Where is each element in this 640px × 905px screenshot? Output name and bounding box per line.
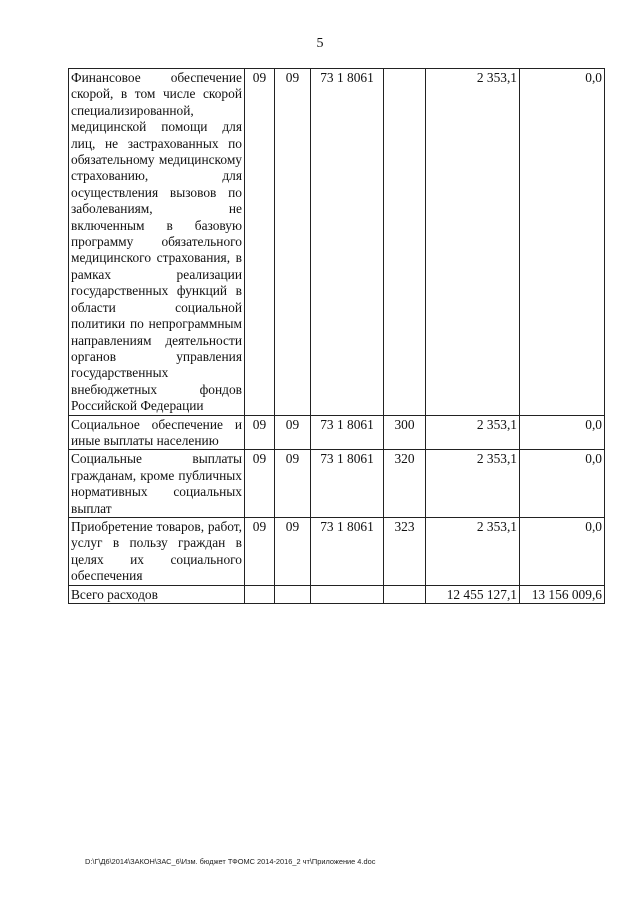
target-article-code: 73 1 8061 bbox=[311, 415, 384, 450]
budget-table bbox=[68, 68, 605, 604]
empty-cell bbox=[384, 585, 426, 603]
expense-type-code: 320 bbox=[384, 450, 426, 518]
table-row bbox=[69, 415, 605, 450]
row-name: Социальное обеспечение и иные выплаты населению bbox=[69, 415, 245, 450]
row-name: Приобретение товаров, работ, услуг в пользу граждан в целях их социального обеспечения bbox=[69, 517, 245, 585]
subsection-code: 09 bbox=[275, 517, 311, 585]
table-row bbox=[69, 450, 605, 518]
amount-year-2: 0,0 bbox=[520, 415, 605, 450]
amount-year-2: 0,0 bbox=[520, 450, 605, 518]
total-amount-year-1: 12 455 127,1 bbox=[426, 585, 520, 603]
empty-cell bbox=[245, 585, 275, 603]
subsection-code: 09 bbox=[275, 450, 311, 518]
empty-cell bbox=[275, 585, 311, 603]
amount-year-2: 0,0 bbox=[520, 517, 605, 585]
section-code: 09 bbox=[245, 69, 275, 416]
expense-type-code bbox=[384, 69, 426, 416]
row-name: Социальные выплаты гражданам, кроме публичных нормативных социальных выплат bbox=[69, 450, 245, 518]
expense-type-code: 300 bbox=[384, 415, 426, 450]
amount-year-1: 2 353,1 bbox=[426, 69, 520, 416]
target-article-code: 73 1 8061 bbox=[311, 450, 384, 518]
section-code: 09 bbox=[245, 415, 275, 450]
document-file-path: D:\Г\Д6\2014\ЗАКОН\ЗАС_6\Изм. бюджет ТФОМС 2014-2016_2 чт\Приложение 4.doc bbox=[85, 857, 376, 866]
page-number: 5 bbox=[316, 36, 324, 51]
row-name: Финансовое обеспечение скорой, в том числе скорой специализированной, медицинской помощи для лиц, не застрахованных по обязательному медицинскому страхованию, для осуществления вызовов по заболеваниям, не включенным в базовую программу обязательного медицинского страхования, в рамках реализации государственных функций в области социальной политики по непрограммным направлениям деятельности органов управления государственных внебюджетных фондов Российской Федерации bbox=[69, 69, 245, 416]
section-code: 09 bbox=[245, 517, 275, 585]
table-row bbox=[69, 69, 605, 416]
empty-cell bbox=[311, 585, 384, 603]
amount-year-2: 0,0 bbox=[520, 69, 605, 416]
target-article-code: 73 1 8061 bbox=[311, 69, 384, 416]
table-row bbox=[69, 517, 605, 585]
expense-type-code: 323 bbox=[384, 517, 426, 585]
subsection-code: 09 bbox=[275, 69, 311, 416]
subsection-code: 09 bbox=[275, 415, 311, 450]
target-article-code: 73 1 8061 bbox=[311, 517, 384, 585]
amount-year-1: 2 353,1 bbox=[426, 517, 520, 585]
total-amount-year-2: 13 156 009,6 bbox=[520, 585, 605, 603]
amount-year-1: 2 353,1 bbox=[426, 415, 520, 450]
total-row bbox=[69, 585, 605, 603]
total-label: Всего расходов bbox=[69, 585, 245, 603]
amount-year-1: 2 353,1 bbox=[426, 450, 520, 518]
section-code: 09 bbox=[245, 450, 275, 518]
